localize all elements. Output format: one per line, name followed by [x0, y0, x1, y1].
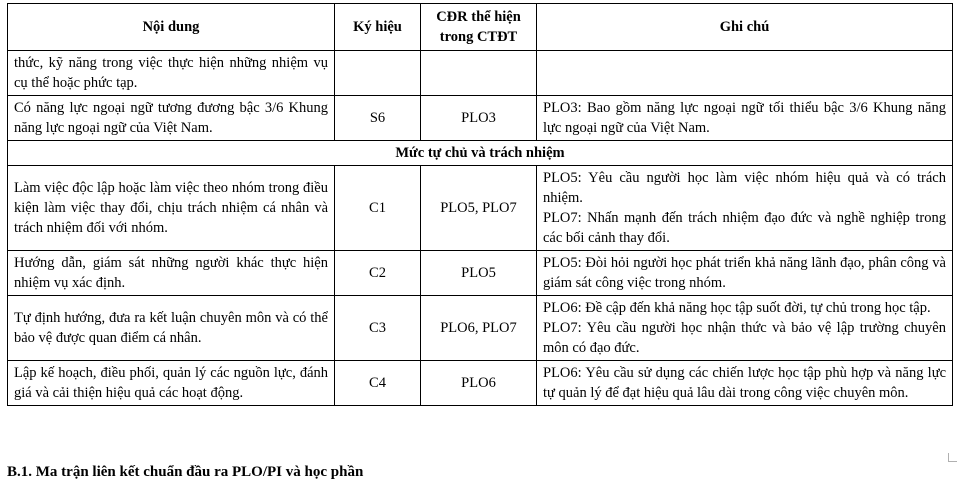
row-plo: PLO5: [421, 251, 537, 296]
row-symbol: C3: [335, 296, 421, 361]
row-content: Tự định hướng, đưa ra kết luận chuyên môn và có thể bảo vệ được quan điểm cá nhân.: [8, 296, 335, 361]
row-symbol: C2: [335, 251, 421, 296]
table-header-row: [8, 4, 953, 51]
table-row: [8, 251, 953, 296]
row-content: Lập kế hoạch, điều phối, quản lý các nguồn lực, đánh giá và cải thiện hiệu quả các hoạt động.: [8, 361, 335, 406]
header-note: Ghi chú: [537, 4, 953, 51]
text-boundary-marker: [948, 453, 957, 462]
row-symbol: S6: [335, 96, 421, 141]
section-title: Mức tự chủ và trách nhiệm: [8, 141, 953, 166]
row-note: [537, 51, 953, 96]
row-note: [537, 96, 953, 141]
table-row: [8, 296, 953, 361]
table-row: [8, 51, 953, 96]
row-note: [537, 166, 953, 251]
row-content: Có năng lực ngoại ngữ tương đương bậc 3/6 Khung năng lực ngoại ngữ của Việt Nam.: [8, 96, 335, 141]
row-content: Làm việc độc lập hoặc làm việc theo nhóm trong điều kiện làm việc thay đổi, chịu trách nhiệm cá nhân và trách nhiệm đối với nhóm.: [8, 166, 335, 251]
note-line: PLO7: Nhấn mạnh đến trách nhiệm đạo đức và nghề nghiệp trong các bối cảnh thay đổi.: [543, 210, 946, 246]
row-symbol: C1: [335, 166, 421, 251]
row-plo: PLO6: [421, 361, 537, 406]
row-note: [537, 361, 953, 406]
section-row: [8, 141, 953, 166]
section-caption: B.1. Ma trận liên kết chuẩn đầu ra PLO/PI và học phần: [7, 464, 364, 480]
table-row: [8, 361, 953, 406]
note-line: PLO5: Đòi hỏi người học phát triển khả năng lãnh đạo, phân công và giám sát công việc trong nhóm.: [543, 255, 946, 291]
note-line: PLO7: Yêu cầu người học nhận thức và bảo vệ lập trường chuyên môn có đạo đức.: [543, 320, 946, 356]
row-note: [537, 296, 953, 361]
plo-mapping-table: [7, 3, 953, 406]
row-content: thức, kỹ năng trong việc thực hiện những nhiệm vụ cụ thể hoặc phức tạp.: [8, 51, 335, 96]
row-symbol: C4: [335, 361, 421, 406]
note-line: PLO3: Bao gồm năng lực ngoại ngữ tối thiểu bậc 3/6 Khung năng lực ngoại ngữ của Việt Nam.: [543, 100, 946, 136]
row-note: [537, 251, 953, 296]
row-symbol: [335, 51, 421, 96]
row-content: Hướng dẫn, giám sát những người khác thực hiện nhiệm vụ xác định.: [8, 251, 335, 296]
row-plo: PLO5, PLO7: [421, 166, 537, 251]
table-row: [8, 166, 953, 251]
note-line: PLO6: Yêu cầu sử dụng các chiến lược học tập phù hợp và năng lực tự quản lý để đạt hiệu quả lâu dài trong công việc chuyên môn.: [543, 365, 946, 401]
header-symbol: Ký hiệu: [335, 4, 421, 51]
header-plo: CĐR thể hiện trong CTĐT: [421, 4, 537, 51]
note-line: PLO5: Yêu cầu người học làm việc nhóm hiệu quả và có trách nhiệm.: [543, 170, 946, 206]
row-plo: [421, 51, 537, 96]
note-line: PLO6: Đề cập đến khả năng học tập suốt đời, tự chủ trong học tập.: [543, 300, 931, 316]
row-plo: PLO6, PLO7: [421, 296, 537, 361]
header-content: Nội dung: [8, 4, 335, 51]
table-row: [8, 96, 953, 141]
row-plo: PLO3: [421, 96, 537, 141]
